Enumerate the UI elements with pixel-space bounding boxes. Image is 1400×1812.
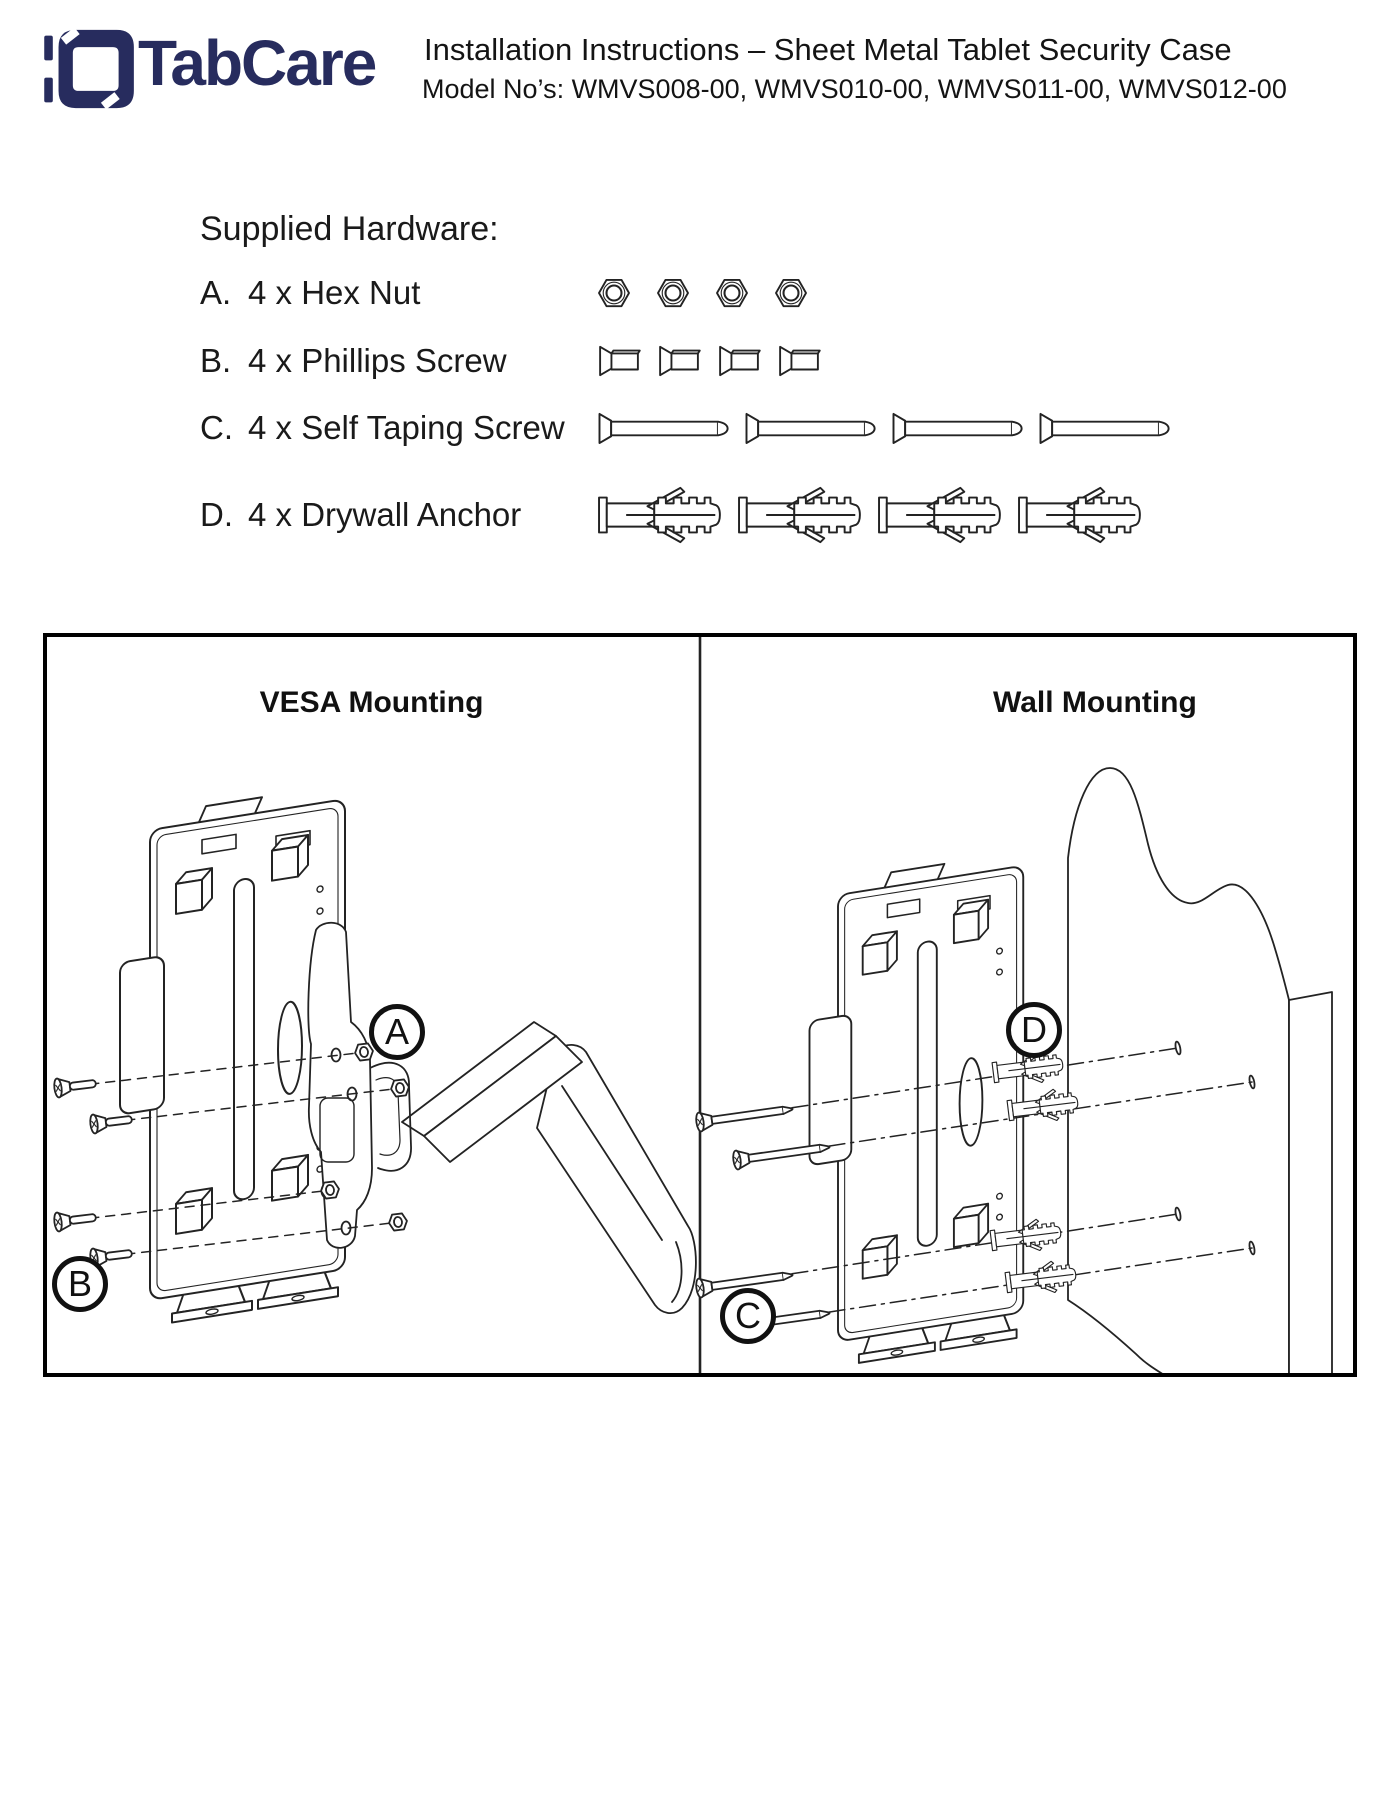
drywall-anchor-icon <box>877 484 1007 546</box>
drywall-anchor-icon <box>737 484 867 546</box>
vesa-panel-title: VESA Mounting <box>259 686 484 719</box>
self-tapping-screw-icon-strip <box>597 412 1175 445</box>
item-letter: B. <box>200 342 232 379</box>
phillips-screw-icon <box>777 344 821 378</box>
item-label: 4 x Phillips Screw <box>248 342 507 379</box>
hardware-heading: Supplied Hardware: <box>200 210 499 248</box>
self-tapping-screw-icon <box>597 412 734 445</box>
self-tapping-screw-icon <box>891 412 1028 445</box>
wall-mounting-drawing <box>695 768 1332 1373</box>
item-letter: D. <box>200 496 233 533</box>
monitor-arm <box>402 1022 696 1313</box>
item-letter: A. <box>200 274 232 311</box>
phillips-screw-icon <box>717 344 761 378</box>
hardware-row-hex-nut <box>200 268 808 318</box>
self-tapping-screw-icon <box>1038 412 1175 445</box>
item-label: 4 x Drywall Anchor <box>248 496 522 533</box>
callout-d-drywall-anchor: D <box>1006 1002 1062 1058</box>
item-label: 4 x Hex Nut <box>248 274 421 311</box>
brand-wordmark: TabCare <box>138 27 376 99</box>
hardware-row-drywall-anchor <box>200 482 1147 548</box>
tabcare-logo-icon <box>44 28 136 110</box>
phillips-screw-icon <box>657 344 701 378</box>
drywall-anchor-icon <box>597 484 727 546</box>
wall-panel-title: Wall Mounting <box>993 686 1197 719</box>
item-letter: C. <box>200 409 233 446</box>
hex-nut-icon <box>597 278 631 308</box>
hex-nut-icon <box>715 278 749 308</box>
drywall-anchor-icon-strip <box>597 484 1147 546</box>
hex-nut-icon <box>656 278 690 308</box>
item-label: 4 x Self Taping Screw <box>248 409 565 446</box>
wall <box>1068 768 1332 1373</box>
hex-nut-icon <box>774 278 808 308</box>
callout-c-self-tapping-screw: C <box>720 1288 776 1344</box>
doc-title: Installation Instructions – Sheet Metal Tablet Security Case <box>424 32 1232 67</box>
self-tapping-screw-icon <box>744 412 881 445</box>
security-case-plate <box>810 851 1024 1370</box>
model-numbers-line: Model No’s: WMVS008-00, WMVS010-00, WMVS011-00, WMVS012-00 <box>422 74 1287 104</box>
phillips-screw-icon-strip <box>597 344 821 378</box>
exploded-view-diagram <box>47 637 1353 1373</box>
phillips-screw-icon <box>597 344 641 378</box>
hex-nut-icon-strip <box>597 278 808 308</box>
hardware-row-phillips-screw <box>200 335 821 387</box>
callout-b-phillips-screw: B <box>52 1256 108 1312</box>
callout-a-hex-nut: A <box>369 1004 425 1060</box>
drywall-anchor-icon <box>1017 484 1147 546</box>
vesa-mounting-drawing <box>53 784 696 1331</box>
hardware-row-self-tapping-screw <box>200 402 1175 454</box>
